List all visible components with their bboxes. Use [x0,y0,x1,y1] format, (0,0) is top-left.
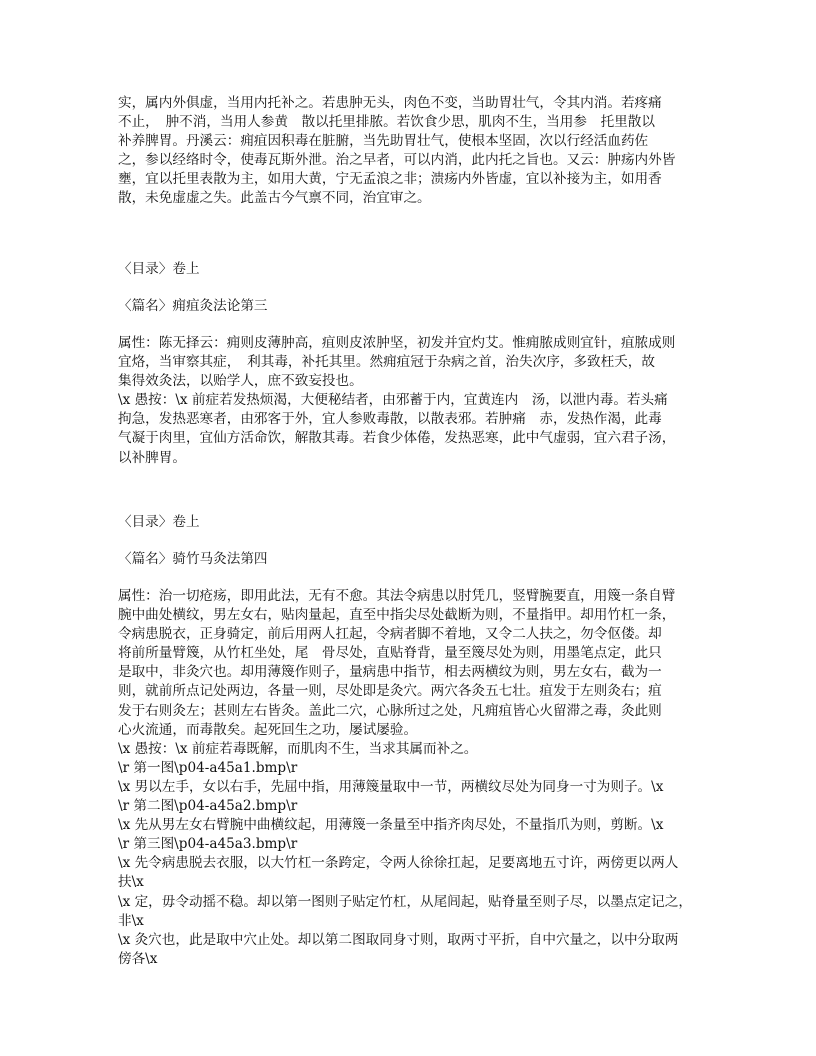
text-line: 气凝于肉里，宜仙方活命饮，解散其毒。若食少体倦，发热恶寒，此中气虚弱，宜六君子汤， [118,430,676,447]
chapter-body [118,334,718,468]
chapter-title: 〈篇名〉骑竹马灸法第四 [118,551,268,567]
text-line: 散，未免虚虚之失。此盖古今气禀不同，治宜审之。 [118,190,431,207]
catalog-label: 〈目录〉卷上 [118,261,200,277]
text-line: 之，参以经络时令，使毒瓦斯外泄。治之早者，可以内消，此内托之旨也。又云：肿疡内外皆 [118,152,676,169]
text-line: \x 愚按：\x 前症若发热烦渴，大便秘结者，由邪蓄于内，宜黄连内 汤，以泄内毒。若头痛 [118,392,668,409]
text-line: 傍各\x [118,950,158,967]
text-line: \x 先令病患脱去衣服，以大竹杠一条跨定，令两人徐徐扛起，足要离地五寸许，两傍更以两人 [118,855,679,872]
text-line: 非\x [118,912,144,929]
text-line: 心火流通，而毒散矣。起死回生之功，屡试屡验。 [118,721,418,738]
text-line: 补养脾胃。丹溪云：痈疽因积毒在脏腑，当先助胃壮气，使根本坚固，次以行经活血药佐 [118,133,649,150]
catalog-heading [118,260,718,279]
text-line: 令病患脱衣，正身骑定，前后用两人扛起，令病者脚不着地，又令二人扶之，勿令伛偻。却 [118,626,662,643]
text-line: 将前所量臂篾，从竹杠坐处，尾 骨尽处，直贴脊背，量至篾尽处为则，用墨笔点定，此只 [118,645,662,662]
text-line: 是取中，非灸穴也。却用薄篾作则子，量病患中指节，相去两横纹为则，男左女右，截为一 [118,664,662,681]
chapter-body [118,587,718,969]
chapter-heading [118,297,718,316]
text-line: \r 第三图\p04-a45a3.bmp\r [118,836,298,853]
paragraph-continuation [118,94,718,209]
catalog-label: 〈目录〉卷上 [118,514,200,530]
text-line: \x 先从男左女右臂腕中曲横纹起，用薄篾一条量至中指齐肉尽处，不量指爪为则，剪断。\x [118,817,664,834]
text-line: 属性：治一切疮疡，即用此法，无有不愈。其法令病患以肘凭几，竖臂腕要直，用篾一条自臂 [118,588,676,604]
text-line: \x 男以左手，女以右手，先屈中指，用薄篾量取中一节，两横纹尽处为同身一寸为则子。\x [118,778,664,795]
chapter-heading [118,550,718,569]
text-line: 以补脾胃。 [118,449,186,466]
text-line: \x 愚按：\x 前症若毒既解，而肌肉不生，当求其属而补之。 [118,740,478,757]
text-line: 扶\x [118,874,144,891]
catalog-heading [118,513,718,532]
text-line: 宜烙，当审察其症， 利其毒，补托其里。然痈疽冠于杂病之首，治失次序，多致枉夭，故 [118,354,655,371]
text-line: \r 第一图\p04-a45a1.bmp\r [118,759,298,776]
text-line: \r 第二图\p04-a45a2.bmp\r [118,798,298,815]
text-line: 拘急，发热恶寒者，由邪客于外，宜人参败毒散，以散表邪。若肿痛 赤，发热作渴，此毒 [118,411,662,428]
text-line: \x 定，毋令动摇不稳。却以第一图则子贴定竹杠，从尾闾起，贴脊量至则子尽，以墨点定记之， [118,893,692,910]
text-line: 实，属内外俱虚，当用内托补之。若患肿无头，肉色不变，当助胃壮气，令其内消。若疼痛 [118,95,662,111]
text-line: 壅，宜以托里表散为主，如用大黄，宁无孟浪之非；溃疡内外皆虚，宜以补接为主，如用香 [118,171,662,188]
text-line: 集得效灸法，以贻学人，庶不致妄投也。 [118,373,363,390]
text-line: 则，就前所点记处两边，各量一则，尽处即是灸穴。两穴各灸五七壮。疽发于左则灸右；疽 [118,683,662,700]
text-line: 属性：陈无择云：痈则皮薄肿高，疽则皮浓肿坚，初发并宜灼艾。惟痈脓成则宜针，疽脓成则 [118,335,676,351]
text-line: 腕中曲处横纹，男左女右，贴肉量起，直至中指尖尽处截断为则，不量指甲。却用竹杠一条， [118,607,676,624]
chapter-title: 〈篇名〉痈疽灸法论第三 [118,298,268,314]
text-line: 发于右则灸左；甚则左右皆灸。盖此二穴，心脉所过之处，凡痈疽皆心火留滞之毒，灸此则 [118,702,662,719]
text-line: 不止， 肿不消，当用人参黄 散以托里排脓。若饮食少思，肌肉不生，当用参 托里散以 [118,114,655,131]
text-line: \x 灸穴也，此是取中穴止处。却以第二图取同身寸则，取两寸平折，自中穴量之，以中分取两 [118,931,679,948]
